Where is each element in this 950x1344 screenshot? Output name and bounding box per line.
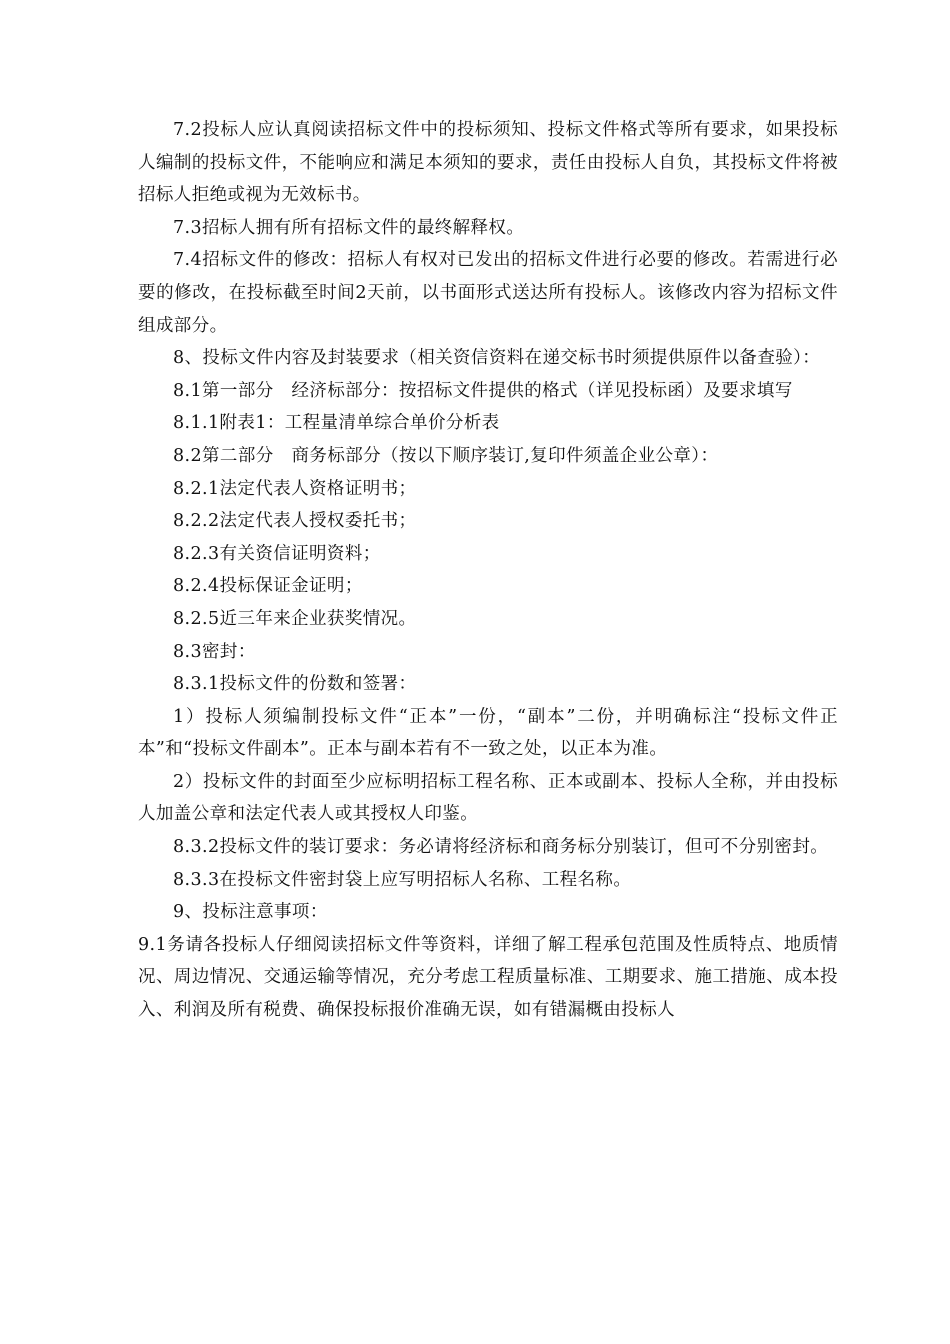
paragraph-8-1-1: 8.1.1附表1：工程量清单综合单价分析表	[173, 413, 500, 434]
paragraph-9: 9、投标注意事项：	[173, 902, 328, 923]
paragraph-8-3-2: 8.3.2投标文件的装订要求：务必请将经济标和商务标分别装订，但可不分别密封。	[173, 837, 829, 858]
paragraph-8-2: 8.2第二部分 商务标部分（按以下顺序装订,复印件须盖企业公章）：	[173, 445, 719, 466]
paragraph-item-1: 1）投标人须编制投标文件“正本”一份，“副本”二份，并明确标注“投标文件正本”和“投标文件副本”。正本与副本若有不一致之处，以正本为准。	[138, 706, 838, 760]
paragraph-7-4: 7.4招标文件的修改：招标人有权对已发出的招标文件进行必要的修改。若需进行必要的修改，在投标截至时间2天前，以书面形式送达所有投标人。该修改内容为招标文件组成部分。	[138, 250, 838, 336]
document-body	[138, 114, 838, 1027]
paragraph-8-3-1: 8.3.1投标文件的份数和签署：	[173, 674, 417, 695]
paragraph-9-1: 9.1务请各投标人仔细阅读招标文件等资料，详细了解工程承包范围及性质特点、地质情况、周边情况、交通运输等情况，充分考虑工程质量标准、工期要求、施工措施、成本投入、利润及所有税费、确保投标报价准确无误，如有错漏概由投标人	[138, 934, 838, 1021]
paragraph-7-2: 7.2投标人应认真阅读招标文件中的投标须知、投标文件格式等所有要求，如果投标人编制的投标文件，不能响应和满足本须知的要求，责任由投标人自负，其投标文件将被招标人拒绝或视为无效标书。	[138, 120, 838, 206]
paragraph-8-2-4: 8.2.4投标保证金证明；	[173, 576, 363, 597]
paragraph-8: 8、投标文件内容及封装要求（相关资信资料在递交标书时须提供原件以备查验）：	[173, 348, 821, 369]
paragraph-8-2-5: 8.2.5近三年来企业获奖情况。	[173, 608, 417, 629]
paragraph-8-3: 8.3密封：	[173, 641, 256, 662]
paragraph-8-2-2: 8.2.2法定代表人授权委托书；	[173, 511, 417, 532]
paragraph-8-3-3: 8.3.3在投标文件密封袋上应写明招标人名称、工程名称。	[173, 869, 632, 890]
paragraph-8-2-3: 8.2.3有关资信证明资料；	[173, 543, 381, 564]
paragraph-8-2-1: 8.2.1法定代表人资格证明书；	[173, 478, 417, 499]
paragraph-item-2: 2）投标文件的封面至少应标明招标工程名称、正本或副本、投标人全称，并由投标人加盖公章和法定代表人或其授权人印鉴。	[138, 771, 838, 825]
paragraph-8-1: 8.1第一部分 经济标部分：按招标文件提供的格式（详见投标函）及要求填写	[173, 380, 793, 401]
paragraph-7-3: 7.3招标人拥有所有招标文件的最终解释权。	[173, 217, 525, 238]
